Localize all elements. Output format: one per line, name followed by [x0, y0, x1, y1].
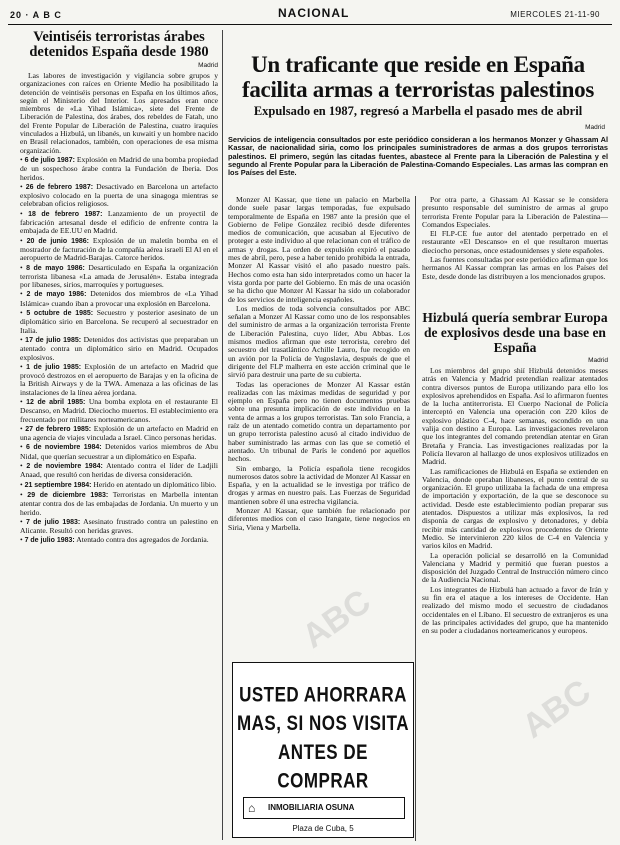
main-paragraph: Monzer Al Kassar, que tiene un palacio en Marbella donde suele pasar largas temporadas, fue expulsado temporalmente de España en 1987 ante la presión que el Gobierno de Felipe González recibió desde diferentes medios de comunicación, que acusaban al Ejecutivo de proteger a este individuo al que relacionan con el tráfico de armas y drogas. La orden de expulsión expiró el pasado mes de abril, pero, pese a haber tenido prohibida la entrada, Monzer Al Kassar visitó el año pasado nuestro país. Hechos como esta han sido interpretados como un hacer la vista gorda por parte del Gobierno. En más de una ocasión se ha dicho que Monzer Al Kassar ha sido un colaborador de los servicios de inteligencia españoles. [228, 196, 410, 304]
event-item: • 21 septiembre 1984: Herido en atentado un diplomático libio. [20, 479, 217, 489]
event-date: 12 de abril 1985: [26, 398, 86, 406]
main-paragraph: Por otra parte, a Ghassam Al Kassar se le considera presunto responsable del suministro de armas al grupo terrorista Frente Popular para la Liberación de Palestina—Comandos Especiales. [422, 196, 608, 229]
event-date: 2 de mayo 1986: [26, 291, 87, 299]
event-date: 18 de febrero 1987: [28, 210, 103, 218]
left-article-dateline: Madrid [198, 62, 218, 69]
main-dateline: Madrid [585, 124, 605, 131]
event-text: Explosión de un artefacto en Madrid que provocó destrozos en el aeropuerto de Barajas y en la oficina de la British Airways y de la TWA. Amenaza a las oficinas de las instalaciones de la línea aérea jordana. [20, 361, 218, 397]
main-paragraph: Todas las operaciones de Monzer Al Kassar están realizadas con las máximas medidas de seguridad y por ejemplo en España pero no tienen documentos pruebas sobre una presunta implicación de este individuo en la venta de armas a los grupos terroristas. Tan solo Francia, a raíz de un atentado cometido contra un departamento por un grupo terrorista palestino acusó al citado individuo de haber suministrado las armas con las que se cometió el atentado. Un tribunal de París le condenó por aquellos hechos. [228, 379, 410, 464]
event-date: 29 de diciembre 1983: [27, 491, 109, 499]
hizbula-body [422, 367, 608, 636]
event-date: 7 de julio 1983: [24, 537, 75, 545]
event-text: Herido en atentado un diplomático libio. [93, 479, 217, 489]
event-date: 2 de noviembre 1984: [26, 463, 103, 471]
event-item: • 6 de noviembre 1984: Detenidos varios miembros de Abu Nidal, que querían secuestrar a un diplomático en España. [20, 442, 218, 461]
event-text: Una bomba explota en el restaurante El Descanso, en Madrid. Dieciocho muertos. El establecimiento era frecuentado por militares norteamericanos. [20, 396, 218, 424]
event-text: Explosión en Madrid de una bomba propiedad de un sospechoso árabe contra la Fundación de Iberia. Dos heridos. [20, 154, 218, 182]
header-rule [8, 24, 612, 25]
event-date: 17 de julio 1985: [25, 336, 82, 344]
hizbula-title: Hizbulá quería sembrar Europa de explosivos desde una base en España [422, 310, 608, 355]
event-date: 8 de mayo 1986: [26, 264, 85, 272]
event-text: Secuestro y posterior asesinato de un diplomático sirio en Barcelona. Se recuperó al secuestrador en Italia. [20, 308, 218, 335]
issue-date: MIERCOLES 21-11-90 [510, 10, 600, 19]
main-paragraph: Monzer Al Kassar, que también fue relacionado por diferentes medios con el caso Irangate, tiene negocios en Siria, Viena y Marbella. [228, 505, 410, 532]
event-item: • 2 de noviembre 1984: Atentado contra el líder de Ladjili Anaad, que resultó con heridas de diversa consideración. [20, 461, 218, 480]
hizbula-paragraph: La operación policial se desarrolló en la Comunidad Valenciana y Madrid y permitió que fueran puestos a disposición del Juzgado Central de Instrucción número cinco de la Audiencia Nacional. [422, 550, 608, 585]
main-paragraph: Las fuentes consultadas por este periódico afirman que los hermanos Al Kassar compran las armas en los Países del Este, desde donde las distribuyen a los mencionados grupos. [422, 255, 608, 281]
event-date: 27 de febrero 1985: [25, 425, 92, 433]
event-item: • 2 de mayo 1986: Detenidos dos miembros de «La Yihad Islámica» cuando iban a provocar una explosión en Barcelona. [20, 289, 218, 308]
section-title: NACIONAL [278, 6, 350, 20]
event-item: • 29 de diciembre 1983: Terroristas en Marbella intentan atentar contra dos de las embajadas de Jordania. Un muerto y un herido. [20, 489, 218, 517]
hizbula-paragraph: Los miembros del grupo shií Hizbulá detenidos meses atrás en Valencia y Madrid pretendían realizar atentados contra diversos puntos de Europa utilizando para ello los explosivos aprehendidos en España. Así lo afirmaron fuentes de la lucha antiterrorista. El Cuerpo Nacional de Policía interceptó en Valencia una operación con 220 kilos de explosivo plástico C-4, hace semanas, escondido en una valija con destino a Europa. Las investigaciones revelaron que los integrantes del comando pretendían atentar en Gran Bretaña y Francia. Las investigaciones realizadas por la Policía llevaron al hallazgo de unos explosivos utilizados en Madrid. [422, 366, 608, 467]
house-icon: ⌂ [248, 801, 256, 815]
event-item: • 18 de febrero 1987: Lanzamiento de un proyectil de fabricación artesanal desde el edificio de enfrente contra la embajada de EE.UU en Madrid. [20, 208, 218, 236]
event-item: • 5 octubre de 1985: Secuestro y posterior asesinato de un diplomático sirio en Barcelona. Se recuperó al secuestrador en Italia. [20, 308, 218, 335]
event-item: • 12 de abril 1985: Una bomba explota en el restaurante El Descanso, en Madrid. Dieciocho muertos. El establecimiento era frecuentado por militares norteamericanos. [20, 396, 218, 424]
event-text: Desarticulado en España la organización terrorista libanesa «La amada de Jerusalén». Estaba integrada por libaneses, sirios, marroquíes y portugueses. [20, 262, 218, 290]
ad-headline: USTED AHORRARA MAS, SI NOS VISITA ANTES DE COMPRAR [236, 682, 410, 793]
main-lead: Servicios de inteligencia consultados por este periódico consideran a los hermanos Monzer y Ghassam Al Kassar, de nacionalidad siria, como los principales suministradores de armas a dos grupos terroristas palestinos. El primero, según las citadas fuentes, abastece al Frente para la Liberación de Palestina y el segundo al Frente Popular para la Liberación de Palestina-Comando Especiales. Las armas las compran en los Países del Este. [228, 135, 608, 178]
main-paragraph: El FLP-CE fue autor del atentado perpetrado en el restaurante «El Descanso» en el que resultaron muertas dieciocho personas, once estadounidenses y siete españoles. [422, 229, 608, 255]
ad-logo-text: INMOBILIARIA OSUNA [268, 803, 355, 812]
event-chronology [20, 156, 218, 546]
main-article-column-2 [422, 196, 608, 304]
main-subheadline: Expulsado en 1987, regresó a Marbella el pasado mes de abril [253, 104, 583, 118]
event-text: Detenidos dos activistas que preparaban un atentado contra un diplomático sirio en Madrid. Ocupados explosivos. [20, 334, 218, 362]
hizbula-dateline: Madrid [588, 357, 608, 364]
event-item: • 26 de febrero 1987: Desactivado en Barcelona un artefacto explosivo colocado en la puerta de una sinagoga mientras se celebraban oficios religiosos. [20, 181, 218, 209]
watermark: ABC [515, 672, 598, 746]
event-item: • 27 de febrero 1985: Explosión de un artefacto en Madrid en una agencia de viajes vinculada a Israel. Cinco personas heridas. [20, 423, 218, 443]
page-number: 20 · A B C [10, 10, 62, 20]
left-article [20, 30, 218, 842]
event-date: 20 de junio 1986: [26, 237, 90, 245]
event-date: 26 de febrero 1987: [25, 183, 94, 191]
watermark: ABC [295, 582, 378, 656]
column-divider-right [415, 196, 416, 841]
main-paragraph: Los medios de toda solvencia consultados por ABC señalan a Monzer Al Kassar como uno de los responsables del suministro de armas a la organización terrorista Frente de Liberación Palestina, cuyo líder, Abu Abbas. Los mismos medios afirman que este terrorista, cerebro del secuestro del trasatlántico Achille Lauro, fue recogido en un avión por la Policía de Yugoslavia, después de que el dirigente del FLP malherra en este acción criminal que le sirvió para destruir una parte de su cubierta. [228, 303, 410, 380]
event-date: 1 de julio 1985: [26, 363, 82, 371]
event-text: Desactivado en Barcelona un artefacto explosivo colocado en la puerta de una sinagoga mientras se celebraban oficios religiosos. [20, 181, 218, 209]
event-text: Lanzamiento de un proyectil de fabricación artesanal desde el edificio de enfrente contra la embajada de EE.UU en Madrid. [20, 208, 218, 236]
event-item: • 20 de junio 1986: Explosión de un maletín bomba en el mostrador de facturación de la compañía aérea israelí El Al en el aeropuerto de Madrid-Barajas. Catorce heridos. [20, 235, 218, 263]
main-headline: Un traficante que reside en España facilita armas a terroristas palestinos [242, 52, 594, 102]
hizbula-paragraph: Las ramificaciones de Hizbulá en España se extienden en Valencia, donde operaban libaneses, el punto central de su organización. El grupo utilizaba la fachada de una empresa de importación y exportación, de la que se desconoce su actividad. Desde este establecimiento podían preparar sus atentados. Dispuestos a utilizar más explosivos, la red disponía de cargas de explosivo y detonadores, y debía recibir más cantidad de explosivos procedentes de Oriente Medio. Se intervinieron 220 kilos de C-4 en Valencia y varios kilos en Madrid. [422, 466, 608, 551]
event-text: Explosión de un maletín bomba en el mostrador de facturación de la compañía aérea israelí El Al en el aeropuerto de Madrid-Barajas. Catorce heridos. [20, 235, 218, 263]
event-date: 6 de noviembre 1984: [26, 444, 102, 452]
event-text: Detenidos dos miembros de «La Yihad Islámica» cuando iban a provocar una explosión en Barcelona. [20, 289, 218, 308]
event-text: Atentado contra el líder de Ladjili Anaad, que resultó con heridas de diversa consideración. [20, 461, 218, 480]
advertisement [232, 662, 414, 838]
event-text: Detenidos varios miembros de Abu Nidal, que querían secuestrar a un diplomático en España. [20, 442, 218, 461]
event-item: • 8 de mayo 1986: Desarticulado en España la organización terrorista libanesa «La amada de Jerusalén». Estaba integrada por libaneses, sirios, marroquíes y portugueses. [20, 262, 218, 290]
event-text: Asesinato frustrado contra un palestino en Alicante. Resultó con heridas graves. [20, 516, 218, 536]
left-article-body [20, 72, 218, 546]
event-item: • 6 de julio 1987: Explosión en Madrid de una bomba propiedad de un sospechoso árabe contra la Fundación de Iberia. Dos heridos. [20, 154, 218, 182]
event-item: • 1 de julio 1985: Explosión de un artefacto en Madrid que provocó destrozos en el aeropuerto de Barajas y en la oficina de la British Airways y de la TWA. Amenaza a las oficinas de las instalaciones de la línea aérea jordana. [20, 361, 218, 397]
main-paragraph: Sin embargo, la Policía española tiene recogidos numerosos datos sobre la actividad de Monzer Al Kassar en España, y en la actualidad se le investiga por tráfico de drogas y armas en nuestro país. Las Fuerzas de Seguridad mantienen sobre él una estrecha vigilancia. [228, 463, 410, 506]
event-date: 7 de julio 1983: [25, 518, 81, 526]
hizbula-paragraph: Los integrantes de Hizbulá han actuado a favor de Irán y su fin era el ataque a los intereses de Occidente. Han realizado del mismo modo el secuestro de ciudadanos occidentales en el Líbano. El secuestro de extranjeros es una de las principales actividades del grupo, que ha mantenido en su poder a ciudadanos norteamericanos y europeos. [422, 584, 608, 636]
event-text: Terroristas en Marbella intentan atentar contra dos de las embajadas de Jordania. Un muerto y un herido. [20, 489, 218, 517]
event-date: 5 octubre de 1985: [26, 310, 94, 318]
left-article-title: Veintiséis terroristas árabes detenidos España desde 1980 [29, 30, 209, 60]
page-header [0, 0, 620, 30]
main-article-column-1 [228, 196, 410, 654]
event-item: • 7 de julio 1983: Atentado contra dos agregados de Jordania. [20, 535, 209, 545]
event-date: 21 septiembre 1984: [24, 481, 92, 489]
column-divider [222, 30, 223, 840]
event-text: Atentado contra dos agregados de Jordania. [76, 535, 209, 545]
event-item: • 7 de julio 1983: Asesinato frustrado contra un palestino en Alicante. Resultó con heridas graves. [20, 516, 218, 536]
event-date: 6 de julio 1987: [24, 156, 75, 164]
event-text: Explosión de un artefacto en Madrid en una agencia de viajes vinculada a Israel. Cinco personas heridas. [20, 423, 218, 443]
left-article-intro: Las labores de investigación y vigilancia sobre grupos y organizaciones con raíces en Oriente Medio ha posibilitado la detención de veintiséis personas en España en los últimos años, según el Ministerio del Interior. Los apresados eran once miembros de «La Yihad Islámica», siete del Frente de Liberación de Palestina, dos árabes, dos rebeldes de Fatah, uno del Frente Popular de Liberación de Palestina, cuatro iraquíes vinculados a Hizbulá, un libanés, un kuwaití y un hombre nacido en Brasil relacionados, también, con operaciones de esa misma organización. [20, 71, 218, 155]
event-item: • 17 de julio 1985: Detenidos dos activistas que preparaban un atentado contra un diplomático sirio en Madrid. Ocupados explosivos. [20, 334, 218, 362]
ad-address: Plaza de Cuba, 5 [292, 824, 354, 833]
ad-logo [243, 797, 405, 819]
hizbula-article [422, 310, 608, 842]
